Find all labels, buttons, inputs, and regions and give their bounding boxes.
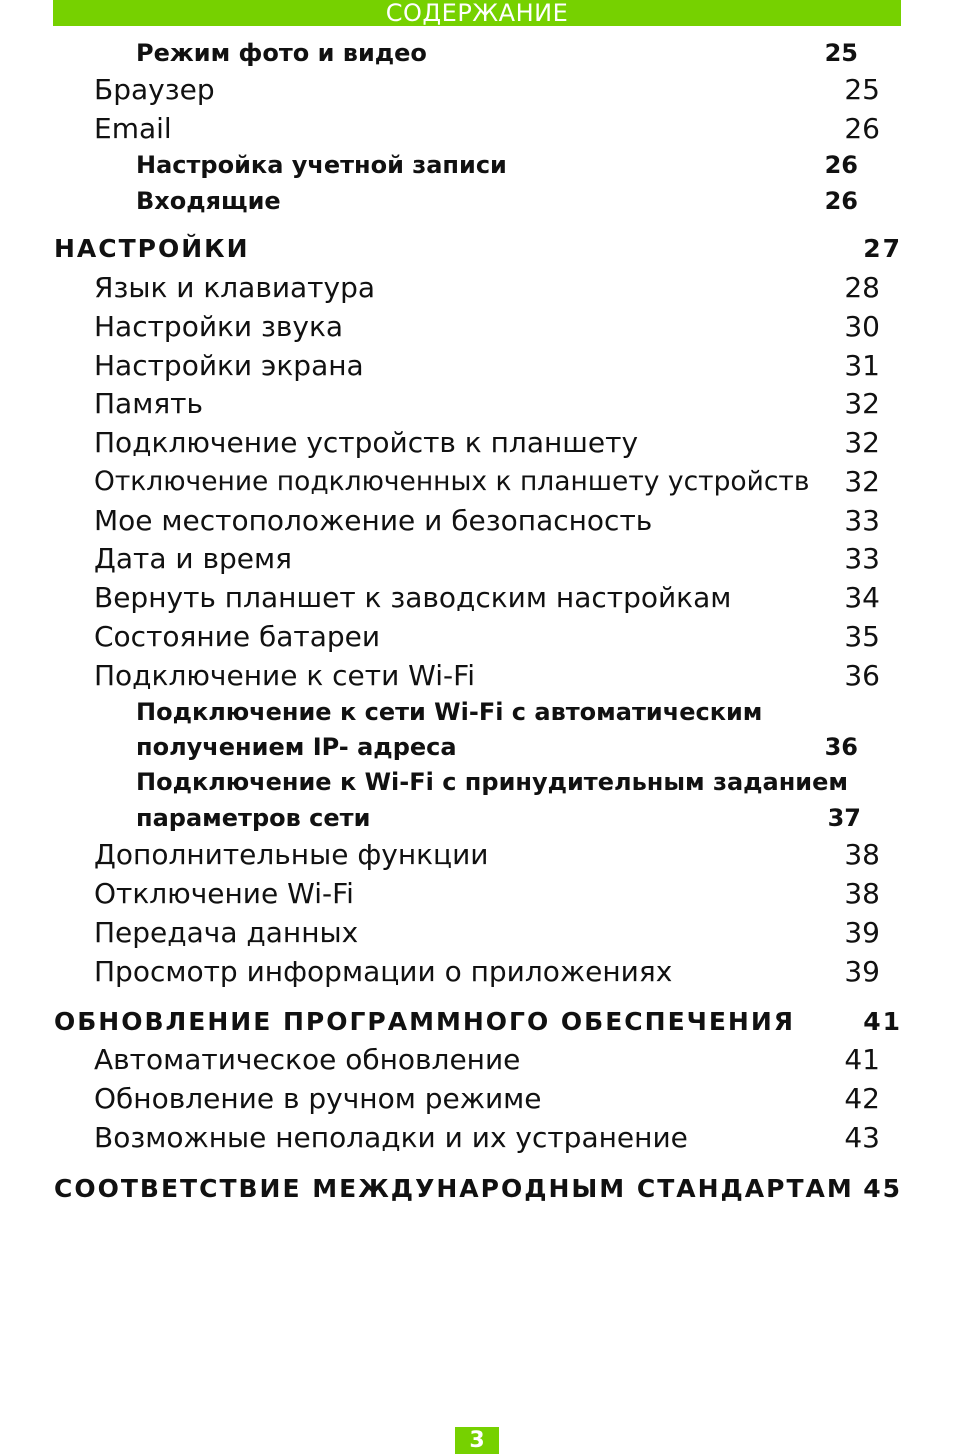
toc-entry-title: Возможные неполадки и их устранение	[94, 1121, 688, 1154]
toc-entry-page: 39	[844, 955, 880, 988]
toc-entry-page: 33	[844, 504, 880, 537]
toc-section-page: 41	[863, 1007, 902, 1036]
toc-entry-page: 36	[824, 733, 858, 761]
toc-entry-page: 32	[844, 387, 880, 420]
toc-entry-title: Мое местоположение и безопасность	[94, 504, 653, 537]
toc-section-page: 27	[863, 234, 902, 263]
toc-entry-title: Подключение к сети Wi-Fi с автоматическим	[136, 698, 763, 726]
toc-entry-title: Режим фото и видео	[136, 39, 427, 67]
toc-entry-page: 36	[844, 659, 880, 692]
toc-entry-title: получением IP- адреса	[136, 733, 457, 761]
toc-entry-title: Обновление в ручном режиме	[94, 1082, 542, 1115]
toc-entry-title: Вернуть планшет к заводским настройкам	[94, 581, 732, 614]
toc-entry-title: Отключение подключенных к планшету устройств	[94, 466, 810, 497]
toc-entry-title: Настройки звука	[94, 310, 344, 343]
toc-entry-title: Подключение устройств к планшету	[94, 426, 639, 459]
toc-entry-title: Отключение Wi-Fi	[94, 877, 354, 910]
toc-entry-page: 32	[844, 465, 880, 498]
toc-entry-page: 37	[827, 804, 861, 832]
toc-section-title: ОБНОВЛЕНИЕ ПРОГРАММНОГО ОБЕСПЕЧЕНИЯ	[54, 1007, 796, 1036]
toc-entry-title: Состояние батареи	[94, 620, 381, 653]
page-number: 3	[455, 1427, 499, 1454]
toc-entry-title: Язык и клавиатура	[94, 271, 375, 304]
toc-entry-title: Подключение к сети Wi-Fi	[94, 659, 475, 692]
toc-entry-page: 35	[844, 620, 880, 653]
toc-entry-title: Браузер	[94, 73, 215, 106]
toc-entry-page: 30	[844, 310, 880, 343]
toc-entry-title: Настройка учетной записи	[136, 151, 507, 179]
toc-entry-title: Просмотр информации о приложениях	[94, 955, 673, 988]
toc-section-page: 45	[863, 1174, 902, 1203]
toc-entry-page: 26	[844, 112, 880, 145]
toc-entry-page: 28	[844, 271, 880, 304]
section-header: СОДЕРЖАНИЕ	[53, 0, 901, 26]
toc-entry-page: 34	[844, 581, 880, 614]
toc-section-title: СООТВЕТСТВИЕ МЕЖДУНАРОДНЫМ СТАНДАРТАМ	[54, 1174, 854, 1203]
toc-entry-page: 38	[844, 877, 880, 910]
toc-entry-title: параметров сети	[136, 804, 371, 832]
toc-entry-page: 42	[844, 1082, 880, 1115]
toc-entry-page: 33	[844, 542, 880, 575]
toc-section-title: НАСТРОЙКИ	[54, 234, 250, 263]
toc-entry-title: Email	[94, 112, 172, 145]
toc-entry-page: 32	[844, 426, 880, 459]
toc-entry-title: Дополнительные функции	[94, 838, 489, 871]
toc-entry-page: 26	[824, 187, 858, 215]
toc-entry-title: Автоматическое обновление	[94, 1043, 521, 1076]
toc-entry-title: Входящие	[136, 187, 281, 215]
toc-entry-page: 43	[844, 1121, 880, 1154]
toc-entry-page: 41	[844, 1043, 880, 1076]
toc-entry-page: 25	[844, 73, 880, 106]
toc-entry-page: 25	[824, 39, 858, 67]
toc-entry-page: 31	[844, 349, 880, 382]
toc-entry-page: 39	[844, 916, 880, 949]
toc-entry-title: Настройки экрана	[94, 349, 364, 382]
toc-entry-title: Память	[94, 387, 203, 420]
toc-entry-title: Передача данных	[94, 916, 359, 949]
toc-entry-title: Дата и время	[94, 542, 292, 575]
toc-entry-page: 26	[824, 151, 858, 179]
toc-entry-page: 38	[844, 838, 880, 871]
toc-entry-title: Подключение к Wi-Fi с принудительным заданием	[136, 768, 849, 796]
